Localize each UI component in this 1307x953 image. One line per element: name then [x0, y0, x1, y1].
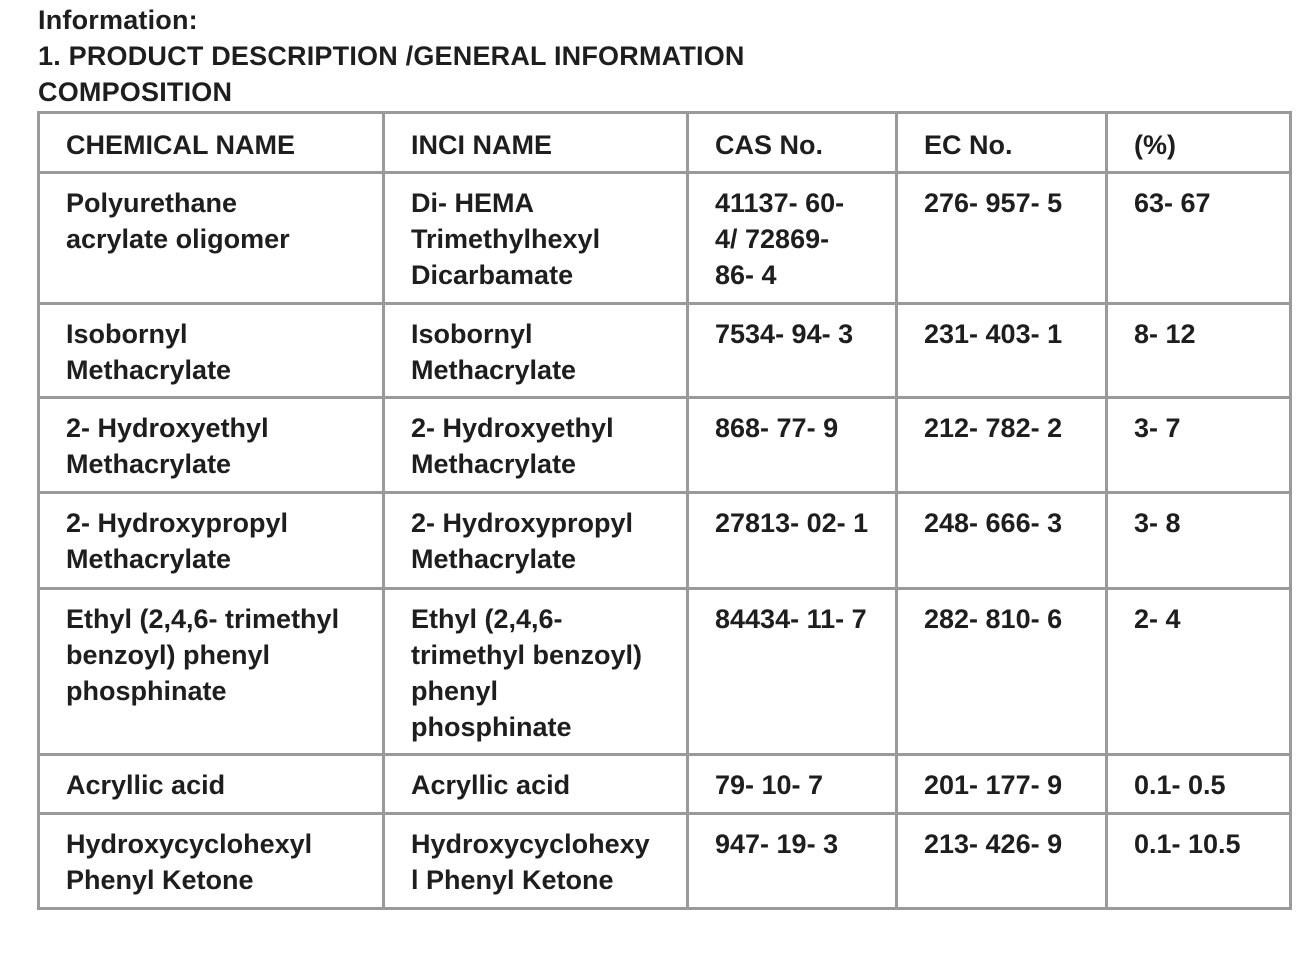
cell-ec-no: 213- 426- 9 — [897, 814, 1107, 909]
cell-ec-no: 248- 666- 3 — [897, 493, 1107, 589]
cell-chemical-name: Acryllic acid — [39, 755, 384, 814]
cell-cas-no: 947- 19- 3 — [688, 814, 897, 909]
cell-inci-name: Di- HEMA Trimethylhexyl Dicarbamate — [384, 173, 688, 304]
cell-inci-name: 2- Hydroxyethyl Methacrylate — [384, 398, 688, 493]
cell-chemical-name: Polyurethane acrylate oligomer — [39, 173, 384, 304]
header-ec-no: EC No. — [897, 113, 1107, 173]
cell-inci-name: Ethyl (2,4,6- trimethyl benzoyl) phenyl phosphinate — [384, 589, 688, 755]
cell-chemical-name: 2- Hydroxyethyl Methacrylate — [39, 398, 384, 493]
header-percent: (%) — [1107, 113, 1291, 173]
table-row — [39, 304, 1291, 398]
cell-cas-no: 27813- 02- 1 — [688, 493, 897, 589]
table-row — [39, 173, 1291, 304]
section-label: Information: — [38, 5, 198, 35]
table-row — [39, 755, 1291, 814]
header-chemical-name: CHEMICAL NAME — [39, 113, 384, 173]
subsection-title: COMPOSITION — [38, 77, 233, 107]
cell-percent: 0.1- 0.5 — [1107, 755, 1291, 814]
cell-ec-no: 212- 782- 2 — [897, 398, 1107, 493]
document-heading — [38, 0, 1298, 110]
cell-chemical-name: 2- Hydroxypropyl Methacrylate — [39, 493, 384, 589]
cell-cas-no: 79- 10- 7 — [688, 755, 897, 814]
header-cas-no: CAS No. — [688, 113, 897, 173]
cell-cas-no: 7534- 94- 3 — [688, 304, 897, 398]
cell-percent: 3- 7 — [1107, 398, 1291, 493]
cell-inci-name: Hydroxycyclohexy l Phenyl Ketone — [384, 814, 688, 909]
cell-ec-no: 276- 957- 5 — [897, 173, 1107, 304]
table-header-row — [39, 113, 1291, 173]
cell-chemical-name: Isobornyl Methacrylate — [39, 304, 384, 398]
cell-ec-no: 201- 177- 9 — [897, 755, 1107, 814]
cell-inci-name: Acryllic acid — [384, 755, 688, 814]
cell-inci-name: 2- Hydroxypropyl Methacrylate — [384, 493, 688, 589]
cell-cas-no: 868- 77- 9 — [688, 398, 897, 493]
cell-cas-no: 41137- 60- 4/ 72869- 86- 4 — [688, 173, 897, 304]
cell-percent: 8- 12 — [1107, 304, 1291, 398]
cell-ec-no: 231- 403- 1 — [897, 304, 1107, 398]
cell-chemical-name: Ethyl (2,4,6- trimethyl benzoyl) phenyl phosphinate — [39, 589, 384, 755]
cell-percent: 2- 4 — [1107, 589, 1291, 755]
header-inci-name: INCI NAME — [384, 113, 688, 173]
section-title: 1. PRODUCT DESCRIPTION /GENERAL INFORMATION — [38, 41, 745, 71]
cell-chemical-name: Hydroxycyclohexyl Phenyl Ketone — [39, 814, 384, 909]
table-row — [39, 814, 1291, 909]
cell-percent: 63- 67 — [1107, 173, 1291, 304]
cell-percent: 0.1- 10.5 — [1107, 814, 1291, 909]
cell-percent: 3- 8 — [1107, 493, 1291, 589]
composition-table — [37, 111, 1292, 910]
table-row — [39, 589, 1291, 755]
cell-cas-no: 84434- 11- 7 — [688, 589, 897, 755]
table-row — [39, 398, 1291, 493]
cell-inci-name: Isobornyl Methacrylate — [384, 304, 688, 398]
table-row — [39, 493, 1291, 589]
cell-ec-no: 282- 810- 6 — [897, 589, 1107, 755]
